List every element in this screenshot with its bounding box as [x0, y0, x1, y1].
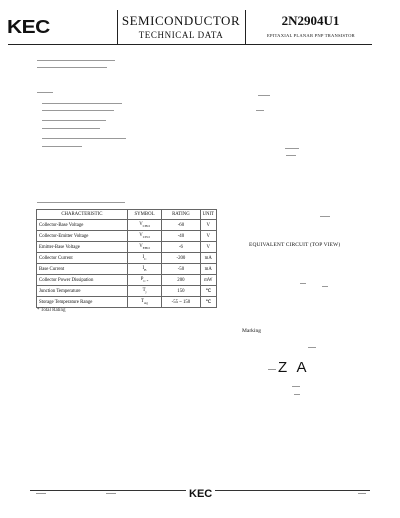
col-rating: RATING: [162, 210, 200, 220]
cell-unit: V: [200, 220, 216, 231]
cell-symbol: [127, 242, 162, 253]
footer-logo: KEC: [186, 488, 215, 500]
col-symbol: SYMBOL: [127, 210, 162, 220]
cell-characteristic: Base Current: [37, 264, 128, 275]
symbol-letter: V: [139, 244, 143, 250]
cell-rating: 150: [162, 286, 200, 297]
cell-symbol: [127, 264, 162, 275]
cell-rating: -6: [162, 242, 200, 253]
symbol-subscript: EBO: [142, 245, 150, 250]
cell-characteristic: Junction Temperature: [37, 286, 128, 297]
cell-symbol: [127, 220, 162, 231]
maximum-ratings-table: [36, 209, 217, 308]
header-divider-2: [245, 10, 246, 44]
cell-symbol: [127, 231, 162, 242]
table-row: [37, 253, 217, 264]
cell-characteristic: Emitter-Base Voltage: [37, 242, 128, 253]
equivalent-circuit-title: EQUIVALENT CIRCUIT (TOP VIEW): [249, 242, 341, 248]
cell-unit: ℃: [200, 286, 216, 297]
symbol-subscript: C *: [143, 278, 149, 283]
table-row: [37, 264, 217, 275]
marking-label: Marking: [242, 328, 261, 334]
kec-logo: KEC: [7, 17, 50, 38]
cell-rating: 200: [162, 275, 200, 286]
symbol-subscript: C: [144, 256, 147, 261]
header-title: SEMICONDUCTOR: [121, 13, 241, 28]
symbol-letter: P: [140, 277, 144, 283]
table-row: [37, 220, 217, 231]
cell-symbol: [127, 253, 162, 264]
table-row: [37, 275, 217, 286]
cell-unit: V: [200, 231, 216, 242]
cell-characteristic: Storage Temperature Range: [37, 297, 128, 308]
cell-unit: mA: [200, 253, 216, 264]
col-unit: UNIT: [200, 210, 216, 220]
ratings-body: [37, 220, 217, 308]
cell-unit: mA: [200, 264, 216, 275]
table-note: * Total Rating: [37, 308, 66, 313]
symbol-subscript: stg: [143, 300, 149, 305]
cell-characteristic: Collector-Emitter Voltage: [37, 231, 128, 242]
cell-rating: -40: [162, 231, 200, 242]
table-row: [37, 286, 217, 297]
cell-unit: mW: [200, 275, 216, 286]
cell-rating: -200: [162, 253, 200, 264]
table-header-row: [37, 210, 217, 220]
symbol-letter: V: [139, 233, 143, 239]
symbol-subscript: j: [145, 289, 147, 294]
cell-symbol: [127, 297, 162, 308]
cell-symbol: [127, 286, 162, 297]
col-characteristic: CHARACTERISTIC: [37, 210, 128, 220]
symbol-letter: T: [141, 299, 144, 305]
cell-unit: V: [200, 242, 216, 253]
marking-code: Z A: [278, 359, 310, 376]
cell-characteristic: Collector-Base Voltage: [37, 220, 128, 231]
part-description: EPITAXIAL PLANAR PNP TRANSISTOR: [267, 33, 355, 38]
part-number: 2N2904U1: [281, 13, 340, 28]
symbol-subscript: CBO: [142, 223, 150, 228]
cell-rating: -55 ~ 150: [162, 297, 200, 308]
symbol-letter: I: [142, 255, 145, 261]
cell-unit: ℃: [200, 297, 216, 308]
symbol-letter: V: [139, 222, 143, 228]
header-rule: [8, 44, 372, 45]
table-row: [37, 231, 217, 242]
cell-rating: -60: [162, 220, 200, 231]
table-row: [37, 297, 217, 308]
symbol-letter: T: [142, 288, 146, 294]
cell-rating: -50: [162, 264, 200, 275]
cell-characteristic: Collector Current: [37, 253, 128, 264]
header-subtitle: TECHNICAL DATA: [138, 30, 224, 40]
table-row: [37, 242, 217, 253]
symbol-letter: I: [142, 266, 145, 272]
cell-symbol: [127, 275, 162, 286]
symbol-subscript: CEO: [142, 234, 150, 239]
cell-characteristic: Collector Power Dissipation: [37, 275, 128, 286]
symbol-subscript: B: [144, 267, 147, 272]
